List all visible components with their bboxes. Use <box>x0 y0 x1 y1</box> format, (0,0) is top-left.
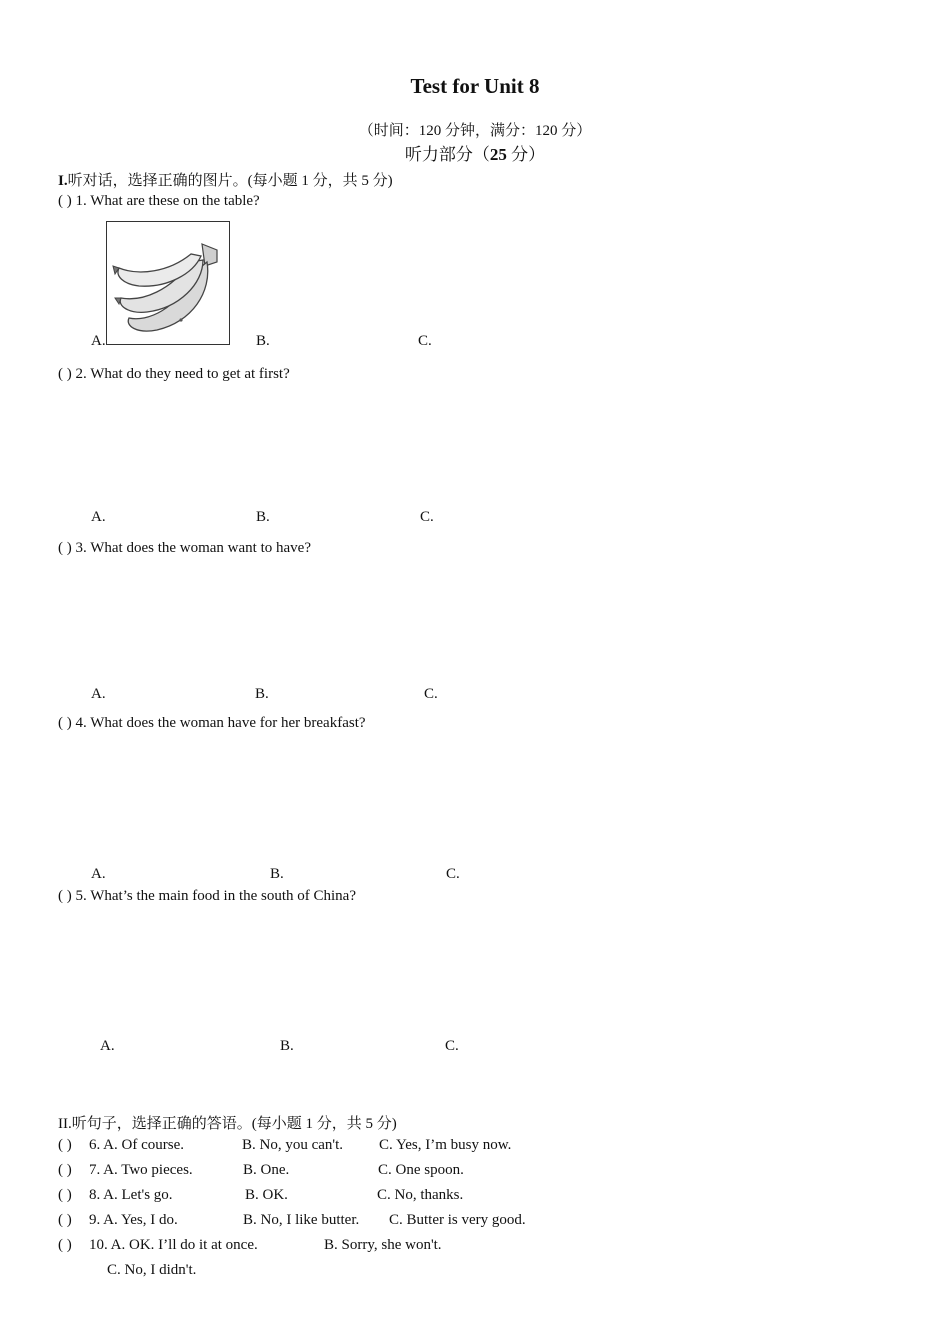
question-1-option-a: A. <box>91 333 106 349</box>
question-3-stem: ( ) 3. What does the woman want to have? <box>58 540 311 556</box>
item-9-paren: ( ) <box>58 1212 72 1228</box>
part-title <box>0 140 950 165</box>
item-10-option-b: B. Sorry, she won't. <box>324 1237 442 1253</box>
item-7-paren: ( ) <box>58 1162 72 1178</box>
question-5-option-b: B. <box>280 1038 294 1054</box>
question-4-option-c: C. <box>446 866 460 882</box>
question-2-option-c: C. <box>420 509 434 525</box>
banana-icon <box>107 222 229 344</box>
section1-instruction <box>58 169 393 190</box>
item-8-option-a: 8. A. Let's go. <box>89 1187 173 1203</box>
item-8-option-c: C. No, thanks. <box>377 1187 464 1203</box>
item-10-option-a: 10. A. OK. I’ll do it at once. <box>89 1237 258 1253</box>
question-2-option-a: A. <box>91 509 106 525</box>
item-6-option-c: C. Yes, I’m busy now. <box>379 1137 512 1153</box>
item-8-paren: ( ) <box>58 1187 72 1203</box>
question-3-option-c: C. <box>424 686 438 702</box>
part-score: 25 <box>489 145 507 164</box>
item-6-paren: ( ) <box>58 1137 72 1153</box>
question-5-stem: ( ) 5. What’s the main food in the south of China? <box>58 888 357 904</box>
part-title-suffix: 分） <box>506 145 546 164</box>
question-1-stem: ( ) 1. What are these on the table? <box>58 193 260 209</box>
question-4-option-a: A. <box>91 866 106 882</box>
item-10-paren: ( ) <box>58 1237 72 1253</box>
item-7-option-a: 7. A. Two pieces. <box>89 1162 193 1178</box>
question-4-option-b: B. <box>270 866 284 882</box>
item-7-option-b: B. One. <box>243 1162 290 1178</box>
section1-text: 听对话，选择正确的图片。(每小题 1 分，共 5 分) <box>67 173 393 189</box>
question-2-option-b: B. <box>256 509 270 525</box>
time-score-info: （时间：120 分钟，满分：120 分） <box>358 123 592 139</box>
item-7-option-c: C. One spoon. <box>378 1162 464 1178</box>
item-6-option-a: 6. A. Of course. <box>89 1137 184 1153</box>
question-1-option-b: B. <box>256 333 270 349</box>
question-5-option-a: A. <box>100 1038 115 1054</box>
section2-instruction: II.听句子，选择正确的答语。(每小题 1 分，共 5 分) <box>58 1116 397 1132</box>
question-3-option-b: B. <box>255 686 269 702</box>
part-title-prefix: 听力部分（ <box>404 145 490 164</box>
item-9-option-b: B. No, I like butter. <box>243 1212 360 1228</box>
item-9-option-a: 9. A. Yes, I do. <box>89 1212 178 1228</box>
item-8-option-b: B. OK. <box>245 1187 288 1203</box>
section1-roman: I. <box>58 173 68 189</box>
question-1-option-c: C. <box>418 333 432 349</box>
page-title: Test for Unit 8 <box>410 74 540 98</box>
question-5-option-c: C. <box>445 1038 459 1054</box>
question-2-stem: ( ) 2. What do they need to get at first? <box>58 366 290 382</box>
item-9-option-c: C. Butter is very good. <box>389 1212 526 1228</box>
item-6-option-b: B. No, you can't. <box>242 1137 344 1153</box>
question-3-option-a: A. <box>91 686 106 702</box>
banana-picture <box>106 221 230 345</box>
unknown-glyph-icon: 󰀠 <box>58 36 71 53</box>
question-4-stem: ( ) 4. What does the woman have for her breakfast? <box>58 715 366 731</box>
item-10-option-c: C. No, I didn't. <box>107 1262 197 1278</box>
